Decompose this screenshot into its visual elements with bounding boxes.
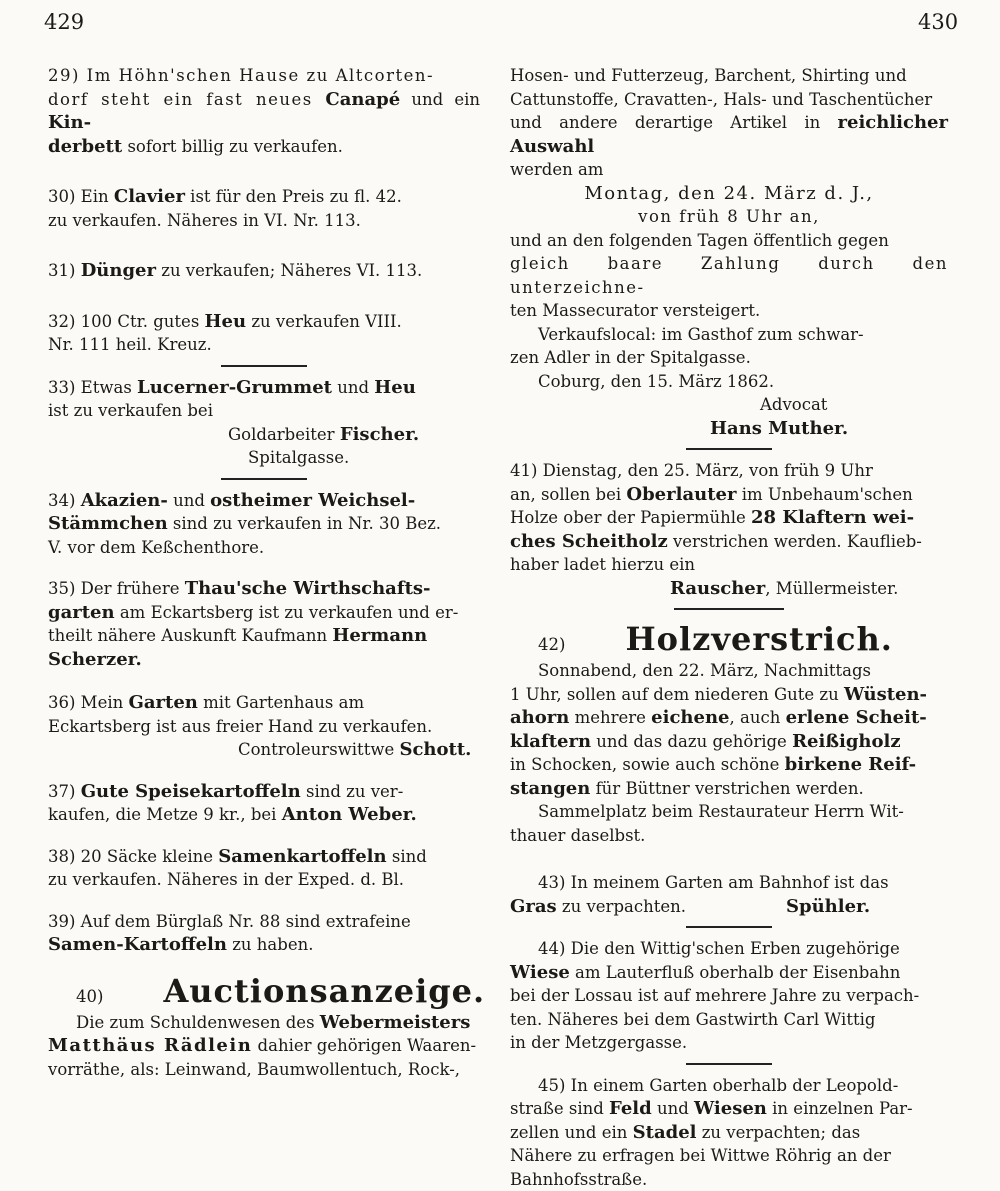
auction-terms: und an den folgenden Tagen öffentlich gegen gleich baare Zahlung durch den unterzeichne- ten Massecurator versteigert. [510,229,948,323]
meeting-point: Sammelplatz beim Restaurateur Herrn Wit- thauer daselbst. [510,800,948,847]
listing-35: 35) Der frühere Thau'sche Wirthschafts- garten am Eckartsberg ist zu verkaufen und er- theilt nähere Auskunft Kaufmann Hermann Scherzer. [48,577,480,671]
listing-40-text: Die zum Schuldenwesen des Webermeisters Matthäus Rädlein dahier gehörigen Waaren- vorräthe, als: Leinwand, Baumwollentuch, Rock-, [48,1011,480,1082]
listing-45: 45) In einem Garten oberhalb der Leopold- straße sind Feld und Wiesen in einzelnen Par- zellen und ein Stadel zu verpachten; das Nähere zu erfragen bei Wittwe Röhrig an der Bahnhofsstraße. [510,1074,948,1191]
listing-29: 29) Im Höhn'schen Hause zu Altcorten- dorf steht ein fast neues Canapé und ein Kin- derbett sofort billig zu verkaufen. [48,64,480,158]
listing-36: 36) Mein Garten mit Gartenhaus am Eckartsberg ist aus freier Hand zu verkaufen. Controleurswittwe Schott. [48,691,480,762]
wood-auction-heading: 42) Holzverstrich. [510,619,948,659]
right-column [510,64,948,1191]
auction-location: Verkaufslocal: im Gasthof zum schwar- zen Adler in der Spitalgasse. [510,323,948,370]
auction-signature: Hans Muther. [510,417,948,441]
listing-33: 33) Etwas Lucerner-Grummet und Heu ist zu verkaufen bei Goldarbeiter Fischer. Spitalgasse. [48,376,480,470]
listing-34: 34) Akazien- und ostheimer Weichsel- Stämmchen sind zu verkaufen in Nr. 30 Bez. V. vor dem Keßchenthore. [48,489,480,560]
auction-date: Montag, den 24. März d. J., [510,182,948,206]
listing-44: 44) Die den Wittig'schen Erben zugehörige Wiese am Lauterfluß oberhalb der Eisenbahn bei der Lossau ist auf mehrere Jahre zu verpach- ten. Näheres bei dem Gastwirth Carl Wittig in der Metzgergasse. [510,937,948,1055]
page-number-right: 430 [918,10,958,34]
left-column [48,64,480,1081]
auction-place-date: Coburg, den 15. März 1862. [510,370,948,394]
listing-41: 41) Dienstag, den 25. März, von früh 9 Uhr an, sollen bei Oberlauter im Unbehaum'schen Holze ober der Papiermühle 28 Klaftern wei- ches Scheitholz verstrichen werden. Kauflieb- haber ladet hierzu ein Rauscher, Müllermeister. [510,459,948,600]
separator-rule [686,448,772,450]
listing-43: 43) In meinem Garten am Bahnhof ist das Gras zu verpachten. Spühler. [510,871,948,918]
listing-31: 31) Dünger zu verkaufen; Näheres VI. 113. [48,259,480,283]
auction-heading: 40) Auctionsanzeige. [48,971,480,1011]
listing-40-continued: Hosen- und Futterzeug, Barchent, Shirting und Cattunstoffe, Cravatten-, Hals- und Taschentücher und andere derartige Artikel in reichlicher Auswahl werden am [510,64,948,182]
wood-auction-title: Holzverstrich. [625,619,892,659]
separator-rule [686,926,772,928]
listing-39: 39) Auf dem Bürglaß Nr. 88 sind extrafeine Samen-Kartoffeln zu haben. [48,910,480,957]
separator-rule [674,608,784,610]
separator-rule [686,1063,772,1065]
auction-role: Advocat [510,393,948,417]
separator-rule [221,478,307,480]
listing-42: Sonnabend, den 22. März, Nachmittags 1 Uhr, sollen auf dem niederen Gute zu Wüsten- ahorn mehrere eichene, auch erlene Scheit- klaftern und das dazu gehörige Reißigholz in Schocken, sowie auch schöne birkene Reif- stangen für Büttner verstrichen werden. [510,659,948,800]
auction-title: Auctionsanzeige. [163,971,485,1011]
separator-rule [221,365,307,367]
listing-37: 37) Gute Speisekartoffeln sind zu ver- kaufen, die Metze 9 kr., bei Anton Weber. [48,780,480,827]
auction-time: von früh 8 Uhr an, [510,205,948,229]
page-number-left: 429 [44,10,84,34]
listing-38: 38) 20 Säcke kleine Samenkartoffeln sind zu verkaufen. Näheres in der Exped. d. Bl. [48,845,480,892]
listing-30: 30) Ein Clavier ist für den Preis zu fl. 42. zu verkaufen. Näheres in VI. Nr. 113. [48,185,480,232]
listing-32: 32) 100 Ctr. gutes Heu zu verkaufen VIII. Nr. 111 heil. Kreuz. [48,310,480,357]
